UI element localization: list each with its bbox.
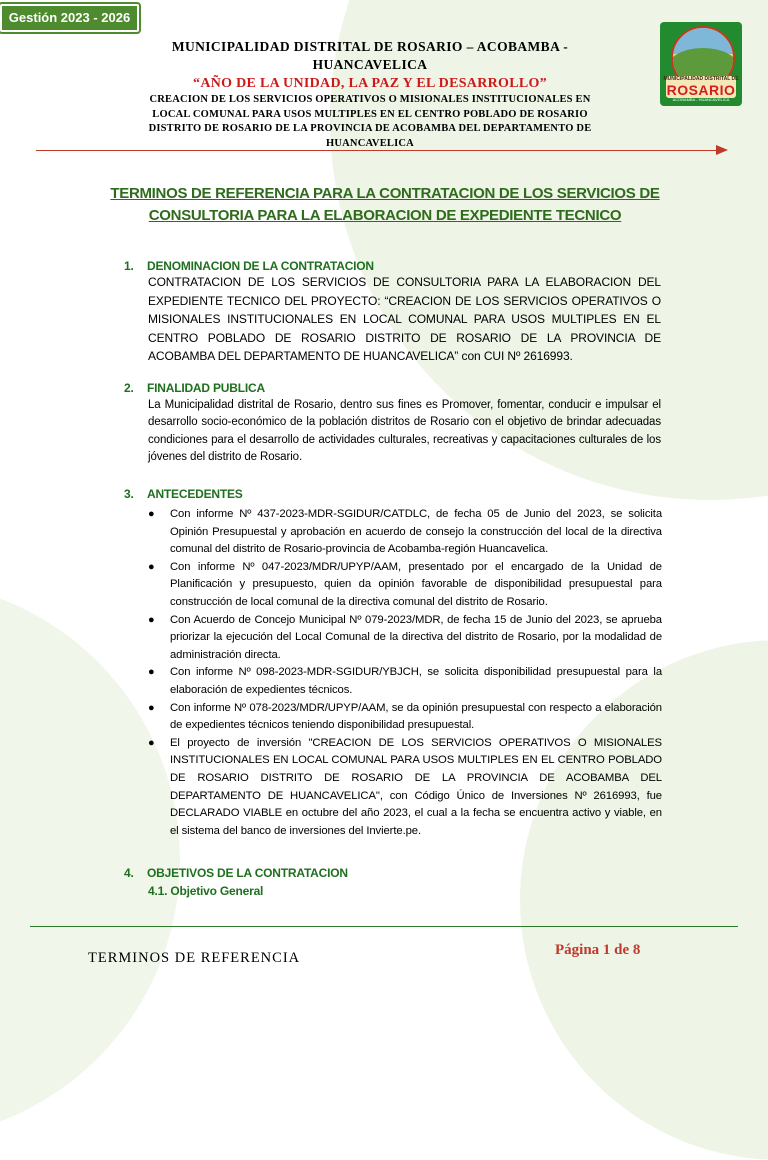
year-motto: “AÑO DE LA UNIDAD, LA PAZ Y EL DESARROLLO” (193, 76, 547, 91)
section-number: 3. (124, 487, 134, 501)
list-item-text: Con Acuerdo de Concejo Municipal Nº 079-2023/MDR, de fecha 15 de Junio del 2023, se aprueba priorizar la ejecución del Local Comunal de la directiva del distrito de Rosario, por la modalidad de administración directa. (170, 613, 662, 661)
management-period-badge: Gestión 2023 - 2026 (0, 4, 139, 32)
list-item (148, 559, 662, 612)
logo-small-text: MUNICIPALIDAD DISTRITAL DE (663, 76, 739, 82)
list-item (148, 612, 662, 665)
section-heading (124, 381, 265, 395)
bullet-icon: ● (148, 508, 155, 520)
project-name-line1: CREACION DE LOS SERVICIOS OPERATIVOS O MISIONALES INSTITUCIONALES EN (149, 94, 591, 105)
page-number: Página 1 de 8 (555, 942, 641, 958)
project-name-line4: HUANCAVELICA (326, 137, 414, 149)
section-title: OBJETIVOS DE LA CONTRATACION (147, 866, 348, 880)
list-item (148, 506, 662, 559)
bullet-icon: ● (148, 666, 155, 679)
footer-document-name: TERMINOS DE REFERENCIA (88, 950, 301, 966)
title-line2: CONSULTORIA PARA LA ELABORACION DE EXPEDIENTE TECNICO (148, 207, 622, 224)
bullet-icon: ● (148, 560, 155, 573)
document-title (100, 183, 670, 227)
logo-subtitle: ACOBAMBA - HUANCAVELICA (672, 97, 730, 102)
section-number: 2. (124, 381, 134, 395)
bullet-icon: ● (148, 736, 155, 749)
section-title: ANTECEDENTES (147, 487, 243, 501)
antecedents-list (148, 506, 662, 840)
project-name-line3: DISTRITO DE ROSARIO DE LA PROVINCIA DE ACOBAMBA DEL DEPARTAMENTO DE (148, 123, 592, 134)
bullet-icon: ● (148, 701, 155, 714)
header-divider-arrow (36, 150, 724, 151)
list-item-text: Con informe Nº 047-2023/MDR/UPYP/AAM, presentado por el encargado de la Unidad de Planificación y presupuesto, quien da opinión favorable de disponibilidad presupuestal para construcción de local comunal de la directiva comunal del distrito de Rosario. (170, 560, 662, 608)
section-heading (124, 487, 243, 501)
section-title: DENOMINACION DE LA CONTRATACION (147, 259, 374, 273)
section-number: 4. (124, 866, 134, 880)
footer-divider (30, 926, 738, 927)
list-item (148, 735, 662, 841)
arrow-head-icon (716, 145, 728, 155)
title-line1: TERMINOS DE REFERENCIA PARA LA CONTRATACION DE LOS SERVICIOS DE (110, 185, 660, 202)
list-item (148, 700, 662, 735)
section-body: La Municipalidad distrital de Rosario, dentro sus fines es Promover, fomentar, conducir e impulsar el desarrollo socio-económico de la población distritos de Rosario con el objetivo de brindar adecuadas condiciones para el desarrollo de actividades culturales, recreativas y capacitaciones culturales de los jóvenes del distrito de Rosario. (148, 399, 661, 463)
municipality-name-line1: MUNICIPALIDAD DISTRITAL DE ROSARIO – ACOBAMBA - (171, 39, 569, 54)
section-title: FINALIDAD PUBLICA (147, 381, 265, 395)
section-heading (124, 259, 374, 273)
municipality-name-line2: HUANCAVELICA (312, 57, 428, 72)
list-item-text: El proyecto de inversión "CREACION DE LOS SERVICIOS OPERATIVOS O MISIONALES INSTITUCIONALES EN LOCAL COMUNAL PARA USOS MULTIPLES EN EL CENTRO POBLADO DE ROSARIO DISTRITO DE ROSARIO DE LA PROVINCIA DE ACOBAMBA DEL DEPARTAMENTO DE HUANCAVELICA", con Código Único de Inversiones Nº 2616993, fue DECLARADO VIABLE en octubre del año 2023, el cual a la fecha se encuentra activo y viable, en el sistema del banco de inversiones del Invierte.pe. (170, 736, 662, 837)
list-item (148, 664, 662, 699)
municipality-logo (660, 22, 742, 106)
project-name-line2: LOCAL COMUNAL PARA USOS MULTIPLES EN EL CENTRO POBLADO DE ROSARIO (152, 108, 588, 120)
subsection-heading: 4.1. Objetivo General (148, 884, 264, 898)
bullet-icon: ● (148, 613, 155, 626)
section-heading (124, 866, 348, 880)
list-item-text: Con informe Nº 098-2023-MDR-SGIDUR/YBJCH, se solicita disponibilidad presupuestal para la elaboración de expedientes técnicos. (170, 666, 662, 696)
list-item-text: Con informe Nº 078-2023/MDR/UPYP/AAM, se da opinión presupuestal con respecto a elaboración de expedientes técnicos teniendo disponibilidad presupuestal. (170, 701, 662, 732)
logo-title: ROSARIO (666, 82, 736, 98)
section-number: 1. (124, 259, 134, 273)
list-item-text: Con informe Nº 437-2023-MDR-SGIDUR/CATDLC, de fecha 05 de Junio del 2023, se solicita Opinión Presupuestal y aprobación en acuerdo de consejo la construcción del local de la directiva comunal del distrito de Rosario-provincia de Acobamba-región Huancavelica. (170, 508, 662, 556)
section-body: CONTRATACION DE LOS SERVICIOS DE CONSULTORIA PARA LA ELABORACION DEL EXPEDIENTE TECNICO DEL PROYECTO: “CREACION DE LOS SERVICIOS OPERATIVOS O MISIONALES INSTITUCIONALES EN LOCAL COMUNAL PARA USOS MULTIPLES EN EL CENTRO POBLADO DE ROSARIO DISTRITO DE ROSARIO DE LA PROVINCIA DE ACOBAMBA DEL DEPARTAMENTO DE HUANCAVELICA” con CUI Nº 2616993. (148, 275, 661, 363)
document-header (100, 38, 640, 150)
